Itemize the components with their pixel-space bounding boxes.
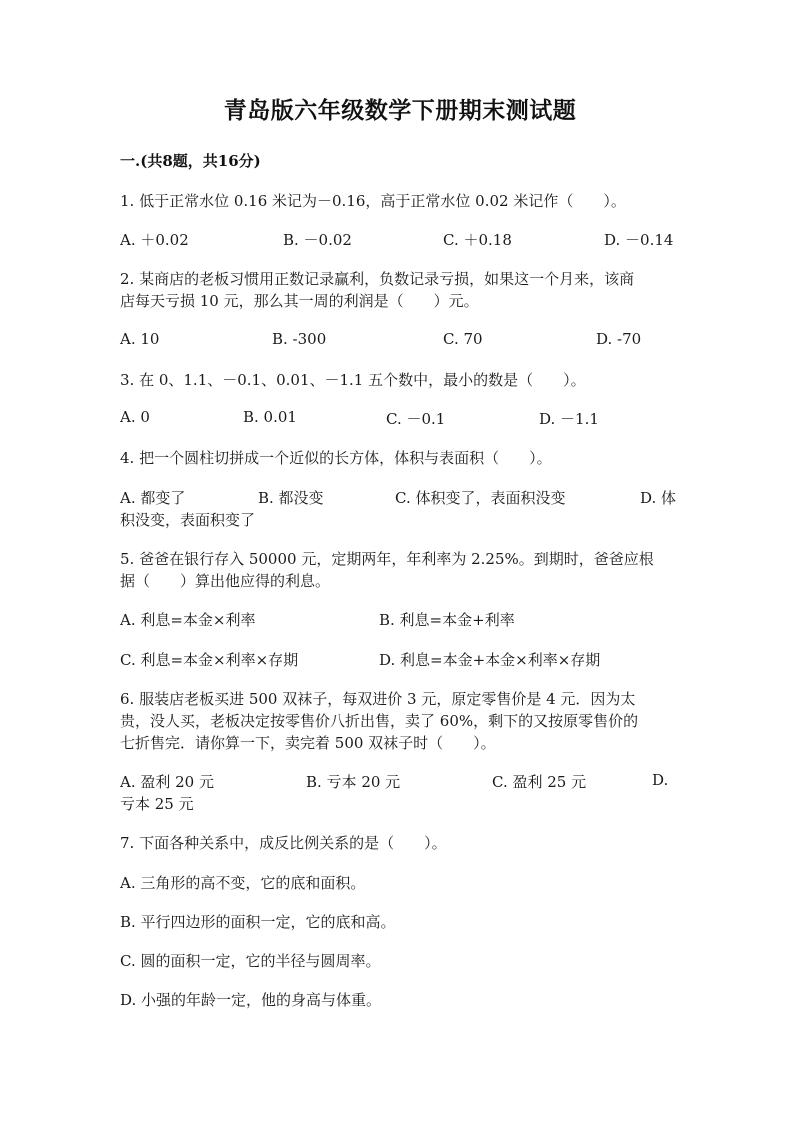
question-7-stem: 7. 下面各种关系中，成反比例关系的是（ ）。 bbox=[120, 834, 447, 852]
question-6-option-d-start: D. bbox=[652, 771, 669, 789]
question-6-stem-line-2: 贵，没人买，老板决定按零售价八折出售，卖了 60%，剩下的又按原零售价的 bbox=[120, 712, 639, 730]
question-2-option-a: A. 10 bbox=[120, 330, 160, 348]
question-2-stem-line-1: 2. 某商店的老板习惯用正数记录赢利，负数记录亏损，如果这一个月来，该商 bbox=[120, 270, 635, 288]
question-6-option-a: A. 盈利 20 元 bbox=[120, 773, 214, 791]
question-6-option-c: C. 盈利 25 元 bbox=[492, 773, 587, 791]
question-4-stem: 4. 把一个圆柱切拼成一个近似的长方体，体积与表面积（ ）。 bbox=[120, 449, 552, 467]
question-6-stem-line-1: 6. 服装店老板买进 500 双袜子，每双进价 3 元，原定零售价是 4 元．因为太 bbox=[120, 690, 636, 708]
question-2-stem-line-2: 店每天亏损 10 元，那么其一周的利润是（ ）元。 bbox=[120, 292, 479, 310]
question-4-option-c: C. 体积变了，表面积没变 bbox=[395, 489, 566, 507]
question-3-option-b: B. 0.01 bbox=[243, 408, 297, 426]
question-3-option-c: C. －0.1 bbox=[386, 410, 446, 428]
question-5-option-c: C. 利息=本金×利率×存期 bbox=[120, 651, 299, 669]
question-7-option-d: D. 小强的年龄一定，他的身高与体重。 bbox=[120, 991, 382, 1009]
section-heading: 一.(共8题，共16分) bbox=[120, 152, 261, 170]
question-1-option-c: C. ＋0.18 bbox=[443, 231, 512, 249]
page-title: 青岛版六年级数学下册期末测试题 bbox=[223, 97, 577, 124]
question-1-option-a: A. ＋0.02 bbox=[120, 231, 189, 249]
question-4-option-a: A. 都变了 bbox=[120, 489, 186, 507]
question-3-stem: 3. 在 0、1.1、－0.1、0.01、－1.1 五个数中，最小的数是（ ）。 bbox=[120, 371, 586, 389]
question-3-option-a: A. 0 bbox=[120, 408, 150, 426]
question-6-option-b: B. 亏本 20 元 bbox=[306, 773, 401, 791]
question-7-option-c: C. 圆的面积一定，它的半径与圆周率。 bbox=[120, 952, 381, 970]
question-6-option-d-wrap: 亏本 25 元 bbox=[120, 795, 194, 813]
question-5-option-b: B. 利息=本金+利率 bbox=[379, 611, 515, 629]
question-3-option-d: D. －1.1 bbox=[539, 410, 599, 428]
question-7-option-a: A. 三角形的高不变，它的底和面积。 bbox=[120, 874, 366, 892]
question-7-option-b: B. 平行四边形的面积一定，它的底和高。 bbox=[120, 913, 396, 931]
question-2-option-d: D. -70 bbox=[596, 330, 642, 348]
question-2-option-b: B. -300 bbox=[272, 330, 327, 348]
question-5-option-d: D. 利息=本金+本金×利率×存期 bbox=[379, 651, 601, 669]
question-4-option-d-start: D. 体 bbox=[640, 489, 677, 507]
question-6-stem-line-3: 七折售完．请你算一下，卖完着 500 双袜子时（ ）。 bbox=[120, 734, 496, 752]
question-4-option-b: B. 都没变 bbox=[258, 489, 324, 507]
question-5-stem-line-1: 5. 爸爸在银行存入 50000 元，定期两年，年利率为 2.25%。到期时，爸爸应根 bbox=[120, 550, 654, 568]
question-5-stem-line-2: 据（ ）算出他应得的利息。 bbox=[120, 572, 331, 590]
question-4-option-d-wrap: 积没变，表面积变了 bbox=[120, 511, 256, 529]
question-2-option-c: C. 70 bbox=[443, 330, 483, 348]
question-1-stem: 1. 低于正常水位 0.16 米记为－0.16，高于正常水位 0.02 米记作（ ）。 bbox=[120, 192, 626, 210]
question-1-option-b: B. －0.02 bbox=[283, 231, 352, 249]
question-1-option-d: D. －0.14 bbox=[604, 231, 674, 249]
question-5-option-a: A. 利息=本金×利率 bbox=[120, 611, 256, 629]
